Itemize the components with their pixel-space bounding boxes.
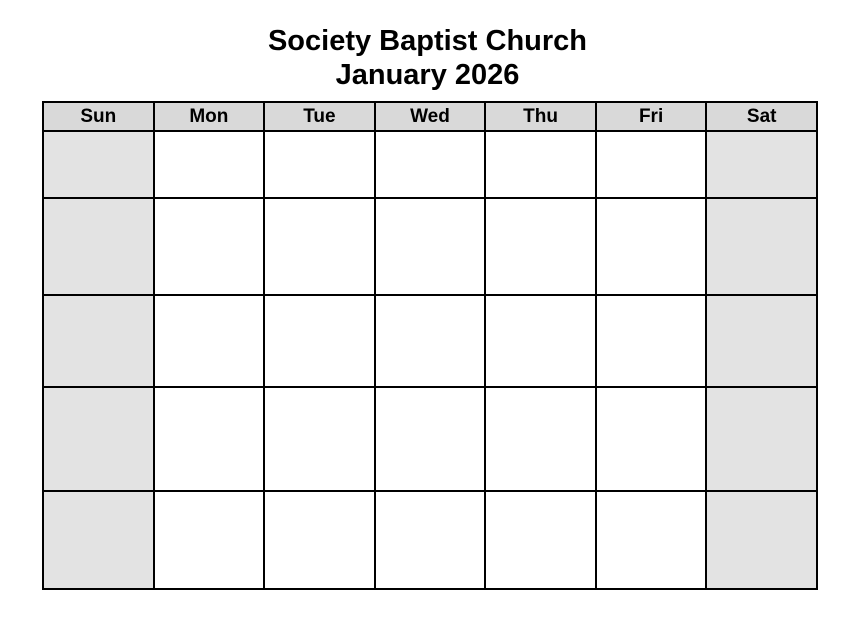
week-row — [43, 198, 817, 295]
day-cell — [43, 491, 154, 589]
church-name: Society Baptist Church — [267, 25, 588, 57]
day-cell — [596, 491, 707, 589]
day-cell — [264, 295, 375, 387]
day-cell — [264, 387, 375, 491]
week-row — [43, 295, 817, 387]
day-cell — [375, 198, 486, 295]
header-fri: Fri — [596, 102, 707, 131]
day-cell — [264, 198, 375, 295]
header-sun: Sun — [43, 102, 154, 131]
month-title: January 2026 — [335, 59, 520, 91]
day-cell — [375, 295, 486, 387]
day-cell — [485, 491, 596, 589]
day-cell — [706, 491, 817, 589]
day-cell — [485, 295, 596, 387]
day-cell — [706, 198, 817, 295]
day-cell — [706, 387, 817, 491]
day-cell — [154, 491, 265, 589]
weekday-header-row — [43, 102, 817, 131]
header-thu: Thu — [485, 102, 596, 131]
day-cell — [43, 387, 154, 491]
header-mon: Mon — [154, 102, 265, 131]
day-cell — [485, 131, 596, 198]
day-cell — [596, 387, 707, 491]
day-cell-empty — [154, 131, 265, 198]
week-row — [43, 387, 817, 491]
day-cell — [154, 295, 265, 387]
day-cell — [596, 131, 707, 198]
day-cell-empty — [264, 131, 375, 198]
day-cell — [43, 295, 154, 387]
day-cell — [596, 295, 707, 387]
day-cell — [485, 198, 596, 295]
day-cell — [596, 198, 707, 295]
day-cell — [154, 387, 265, 491]
header-wed: Wed — [375, 102, 486, 131]
day-cell — [264, 491, 375, 589]
day-cell-empty — [43, 131, 154, 198]
day-cell-empty — [375, 131, 486, 198]
day-cell — [375, 387, 486, 491]
day-cell — [375, 491, 486, 589]
day-cell — [706, 131, 817, 198]
day-cell — [154, 198, 265, 295]
header-tue: Tue — [264, 102, 375, 131]
day-cell — [43, 198, 154, 295]
header-sat: Sat — [706, 102, 817, 131]
day-cell — [706, 295, 817, 387]
calendar-grid — [42, 101, 818, 590]
week-row — [43, 131, 817, 198]
week-row — [43, 491, 817, 589]
day-cell — [485, 387, 596, 491]
